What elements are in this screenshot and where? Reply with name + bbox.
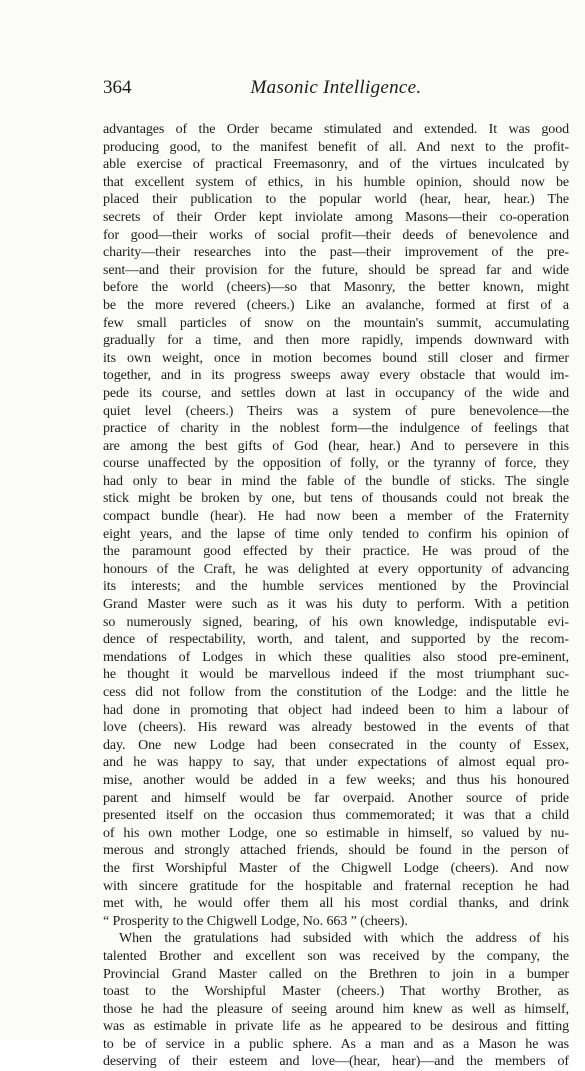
running-title: Masonic Intelligence. [250,77,422,98]
text-line: toast to the Worshipful Master (cheers.) That worthy Brother, as [103,984,569,1000]
text-line: compact bundle (hear). He had now been a member of the Fraternity [103,509,569,525]
text-line: and he was happy to say, that under expectations of almost equal pro- [103,755,569,771]
text-line: placed their publication to the popular world (hear, hear, hear.) The [103,192,569,208]
text-line: was as estimable in private life as he appeared to be desirous and fitting [103,1019,569,1035]
text-line: producing good, to the manifest benefit of all. And next to the profit- [103,139,569,155]
text-line: love (cheers). His reward was already bestowed in the events of that [103,720,569,736]
text-line: advantages of the Order became stimulated and extended. It was good [103,122,569,137]
text-line: stick might be broken by one, but tens of thousands could not break the [103,491,569,507]
text-line: “ Prosperity to the Chigwell Lodge, No. 663 ” (cheers). [103,913,408,929]
text-line: its own weight, once in motion becomes bound still closer and firmer [103,350,569,366]
text-line: deserving of their esteem and love—(hear, hear)—and the members of [103,1054,569,1070]
text-line: met with, he would offer them all his most cordial thanks, and drink [103,896,569,912]
text-line: are among the best gifts of God (hear, hear.) And to persevere in this [103,438,569,454]
text-line: Provincial Grand Master called on the Brethren to join in a bumper [103,966,569,982]
text-line: practice of charity in the noblest form—the indulgence of feelings that [103,421,569,437]
text-line: be the more revered (cheers.) Like an avalanche, formed at first of a [103,297,569,313]
text-line: Grand Master were such as it was his duty to perform. With a petition [103,597,569,613]
text-line: its interests; and the humble services mentioned by the Provincial [103,579,569,595]
text-line: mendations of Lodges in which these qualities also stood pre-eminent, [103,649,569,665]
text-line: for good—their works of social profit—their deeds of benevolence and [103,227,569,243]
text-line: merous and strongly attached friends, should be found in the person of [103,843,569,859]
text-line: gradually for a time, and then more rapidly, impends downward with [103,333,569,349]
text-line: together, and in its progress sweeps away every obstacle that would im- [103,368,569,384]
text-line: of his own mother Lodge, one so estimable in himself, so valued by nu- [103,825,569,841]
text-line: few small particles of snow on the mountain's summit, accumulating [103,315,569,331]
text-line: charity—their researches into the past—their improvement of the pre- [103,245,569,261]
text-line: before the world (cheers)—so that Masonry, the better known, might [103,280,569,296]
text-line: dence of respectability, worth, and talent, and supported by the recom- [103,632,569,648]
text-line: the first Worshipful Master of the Chigwell Lodge (cheers). And now [103,860,569,876]
text-line: talented Brother and excellent son was received by the company, the [103,948,569,964]
text-line: day. One new Lodge had been consecrated in the county of Essex, [103,737,569,753]
text-line: so numerously signed, bearing, of his own knowledge, indisputable evi- [103,614,569,630]
text-line: mise, another would be added in a few weeks; and thus his honoured [103,772,569,788]
text-line: quiet level (cheers.) Theirs was a system of pure benevolence—the [103,403,569,419]
text-line: cess did not follow from the constitution of the Lodge: and the little he [103,685,569,700]
page-header [103,76,569,102]
text-line: the paramount good effected by their practice. He was proud of the [103,544,569,560]
body-text [103,121,569,1071]
text-line: parent and himself would be far overpaid. Another source of pride [103,790,569,806]
text-line: honours of the Craft, he was delighted at every opportunity of advancing [103,561,569,577]
text-line: those he had the pleasure of seeing around him knew as well as himself, [103,1001,569,1017]
text-line: had done in promoting that object had indeed been to him a labour of [103,702,569,718]
text-line: that excellent system of ethics, in his humble opinion, should now be [103,174,569,190]
text-line: When the gratulations had subsided with which the address of his [119,931,569,947]
text-line: pede its course, and settles down at last in occupancy of the wide and [103,385,569,401]
text-line: he thought it would be marvellous indeed if the most triumphant suc- [103,667,569,683]
text-line: sent—and their provision for the future, should be spread far and wide [103,262,569,278]
text-line: eight years, and the lapse of time only tended to confirm his opinion of [103,526,569,542]
text-line: to be of service in a public sphere. As a man and as a Mason he was [103,1036,569,1052]
text-line: secrets of their Order kept inviolate among Masons—their co-operation [103,209,569,225]
page-number: 364 [103,77,132,98]
text-line: with sincere gratitude for the hospitable and fraternal reception he had [103,878,569,894]
text-line: had only to bear in mind the fable of the bundle of sticks. The single [103,473,569,489]
text-line: able exercise of practical Freemasonry, and of the virtues inculcated by [103,157,569,173]
text-line: course unaffected by the opposition of folly, or the tyranny of force, they [103,456,569,472]
text-line: presented itself on the occasion thus commemorated; it was that a child [103,808,569,824]
